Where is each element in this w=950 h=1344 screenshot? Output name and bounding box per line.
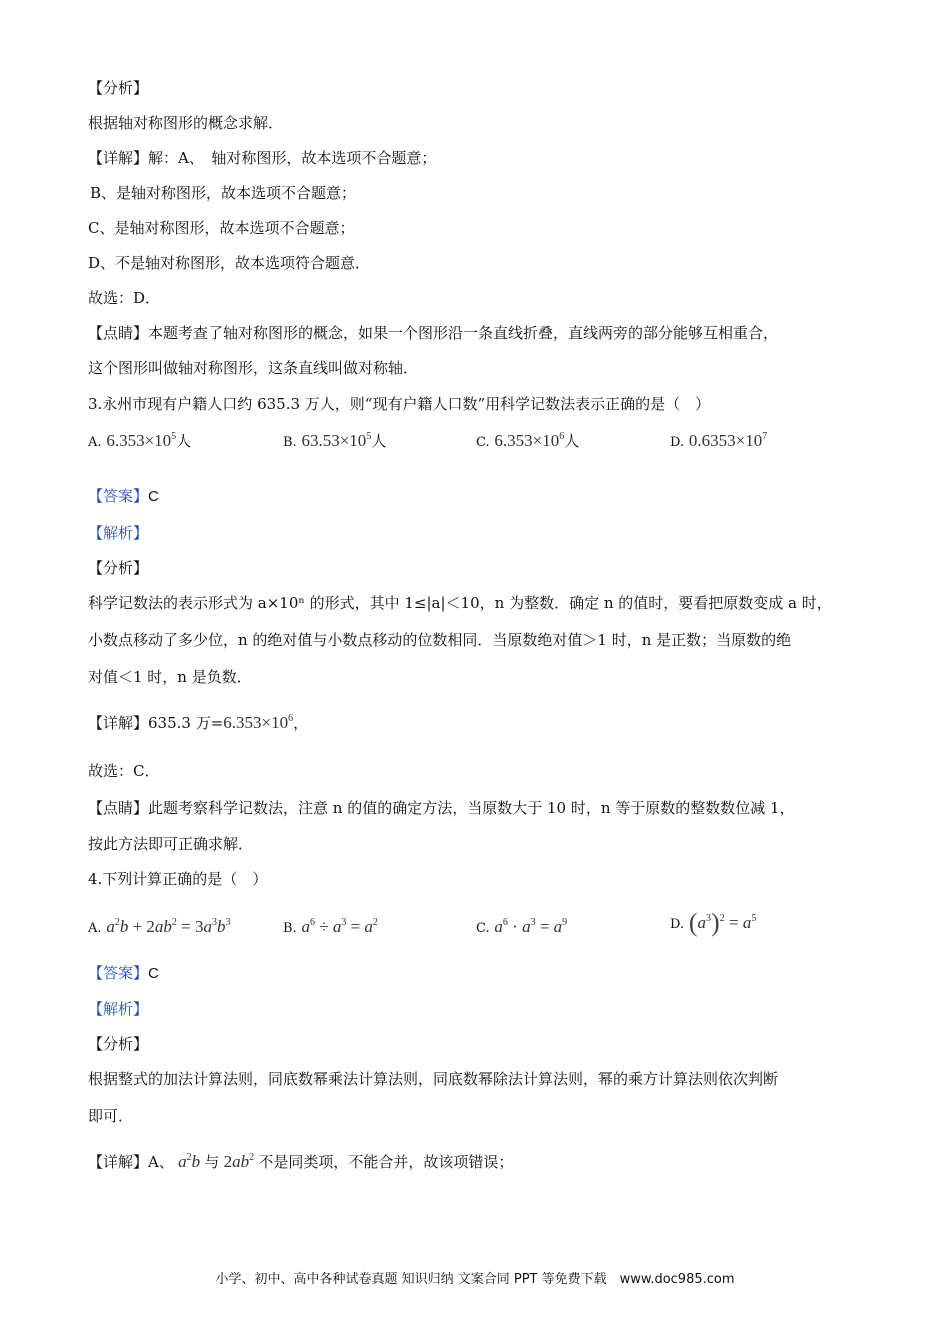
page-footer: 小学、初中、高中各种试卷真题 知识归纳 文案合同 PPT 等免费下载 www.doc985.com bbox=[215, 1272, 735, 1287]
q3-detail-suffix: ， bbox=[293, 714, 309, 732]
q4-option-d bbox=[670, 910, 756, 938]
q3-option-c bbox=[476, 428, 579, 456]
q3-answer bbox=[88, 485, 159, 508]
q3-comment-line2: 按此方法即可正确求解． bbox=[88, 835, 254, 853]
q2-analysis-text: 根据轴对称图形的概念求解． bbox=[88, 114, 284, 132]
q4-option-a-formula: $a^2b + 2ab^2 = 3a^3b^3$ bbox=[106, 917, 231, 936]
q3-option-d bbox=[670, 428, 767, 456]
q3-detail-tag: 【详解】 bbox=[88, 714, 149, 732]
q3-detail-value: $6.353\times 10^6$ bbox=[223, 713, 294, 732]
q4-answer bbox=[88, 962, 159, 985]
q3-detail bbox=[88, 712, 308, 734]
q4-detail-prefix: A、 bbox=[148, 1153, 174, 1171]
q4-option-c-label: C. bbox=[476, 921, 490, 936]
q3-explain-tag: 【解析】 bbox=[88, 524, 149, 542]
q2-comment-text1: 本题考查了轴对称图形的概念，如果一个图形沿一条直线折叠，直线两旁的部分能够互相重合， bbox=[148, 324, 779, 342]
q4-analysis-tag: 【分析】 bbox=[88, 1035, 149, 1053]
q3-analysis-line3: 对值＜1 时，n 是负数． bbox=[88, 668, 252, 686]
q2-detail-d: D、不是轴对称图形，故本选项符合题意． bbox=[88, 254, 371, 272]
q4-explain-tag: 【解析】 bbox=[88, 1000, 149, 1018]
q2-detail-c: C、是轴对称图形，故本选项不合题意； bbox=[88, 219, 355, 237]
q4-option-a-label: A. bbox=[88, 921, 102, 936]
q3-comment-line1 bbox=[88, 797, 795, 819]
q2-choice: 故选：D． bbox=[88, 289, 161, 307]
q3-detail-prefix: 635.3 万= bbox=[148, 714, 224, 732]
q4-detail-term2: $2ab^2$ bbox=[219, 1152, 255, 1171]
q2-comment-tag: 【点睛】 bbox=[88, 324, 149, 342]
q3-comment-text1: 此题考察科学记数法，注意 n 的值的确定方法，当原数大于 10 时，n 等于原数的整数数位减 1， bbox=[148, 799, 795, 817]
q4-answer-tag: 【答案】 bbox=[88, 964, 149, 982]
q4-option-c bbox=[476, 914, 567, 942]
q3-option-d-label: D. bbox=[670, 435, 685, 450]
q3-option-d-value: $0.6353\times 10^7$ bbox=[688, 431, 768, 450]
q3-option-c-label: C. bbox=[476, 435, 490, 450]
q4-option-a bbox=[88, 914, 231, 942]
q4-option-b-label: B. bbox=[283, 921, 297, 936]
q2-detail-a-text: 解：A、 轴对称图形，故本选项不合题意； bbox=[148, 149, 437, 167]
q2-detail-a bbox=[88, 147, 436, 169]
q4-detail-term1: $a^2b$ bbox=[178, 1152, 201, 1171]
q3-option-b-value: $63.53\times 10^5$ bbox=[301, 431, 372, 450]
q3-analysis-line1: 科学记数法的表示形式为 a×10ⁿ 的形式，其中 1≤|a|＜10，n 为整数．确定 n 的值时，要看把原数变成 a 时， bbox=[88, 594, 832, 612]
q4-option-b-formula: $a^6 \div a^3 = a^2$ bbox=[301, 917, 378, 936]
q2-detail-b: B、是轴对称图形，故本选项不合题意； bbox=[90, 184, 357, 202]
q4-detail-suffix: 不是同类项，不能合并，故该项错误； bbox=[258, 1153, 514, 1171]
q2-comment-line2: 这个图形叫做轴对称图形，这条直线叫做对称轴． bbox=[88, 359, 419, 377]
q2-detail-tag: 【详解】 bbox=[88, 149, 149, 167]
q3-option-a-label: A. bbox=[88, 435, 102, 450]
q4-detail bbox=[88, 1151, 513, 1173]
q2-analysis-tag: 【分析】 bbox=[88, 79, 149, 97]
q3-analysis-tag: 【分析】 bbox=[88, 559, 149, 577]
q4-option-d-label: D. bbox=[670, 917, 685, 932]
q4-detail-tag: 【详解】 bbox=[88, 1153, 149, 1171]
q3-option-a-value: $6.353\times 10^5$ bbox=[106, 431, 177, 450]
q4-answer-value: C bbox=[148, 965, 159, 982]
q3-option-c-value: $6.353\times 10^6$ bbox=[494, 431, 565, 450]
q3-option-c-unit: 人 bbox=[564, 432, 580, 450]
q3-option-a bbox=[88, 428, 191, 456]
q3-comment-tag: 【点睛】 bbox=[88, 799, 149, 817]
q4-option-d-formula: $(a^3)^2 = a^5$ bbox=[688, 908, 757, 937]
q4-stem: 4.下列计算正确的是（ ） bbox=[88, 870, 268, 888]
q3-option-b-unit: 人 bbox=[371, 432, 387, 450]
q3-choice: 故选：C． bbox=[88, 762, 160, 780]
q3-stem: 3.永州市现有户籍人口约 635.3 万人，则“现有户籍人口数”用科学记数法表示正确的是（ ） bbox=[88, 395, 711, 413]
q4-analysis-line1: 根据整式的加法计算法则，同底数幂乘法计算法则，同底数幂除法计算法则，幂的乘方计算法则依次判断 bbox=[88, 1070, 779, 1088]
q3-answer-value: C bbox=[148, 488, 159, 505]
q4-analysis-line2: 即可． bbox=[88, 1107, 134, 1125]
q4-option-c-formula: $a^6 \cdot a^3 = a^9$ bbox=[494, 917, 568, 936]
q4-option-b bbox=[283, 914, 378, 942]
q3-analysis-line2: 小数点移动了多少位，n 的绝对值与小数点移动的位数相同．当原数绝对值＞1 时，n 是正数；当原数的绝 bbox=[88, 631, 792, 649]
q3-option-a-unit: 人 bbox=[176, 432, 192, 450]
q4-detail-mid: 与 bbox=[204, 1153, 220, 1171]
q3-answer-tag: 【答案】 bbox=[88, 487, 149, 505]
q3-option-b bbox=[283, 428, 386, 456]
q2-comment-line1 bbox=[88, 322, 778, 344]
q3-option-b-label: B. bbox=[283, 435, 297, 450]
